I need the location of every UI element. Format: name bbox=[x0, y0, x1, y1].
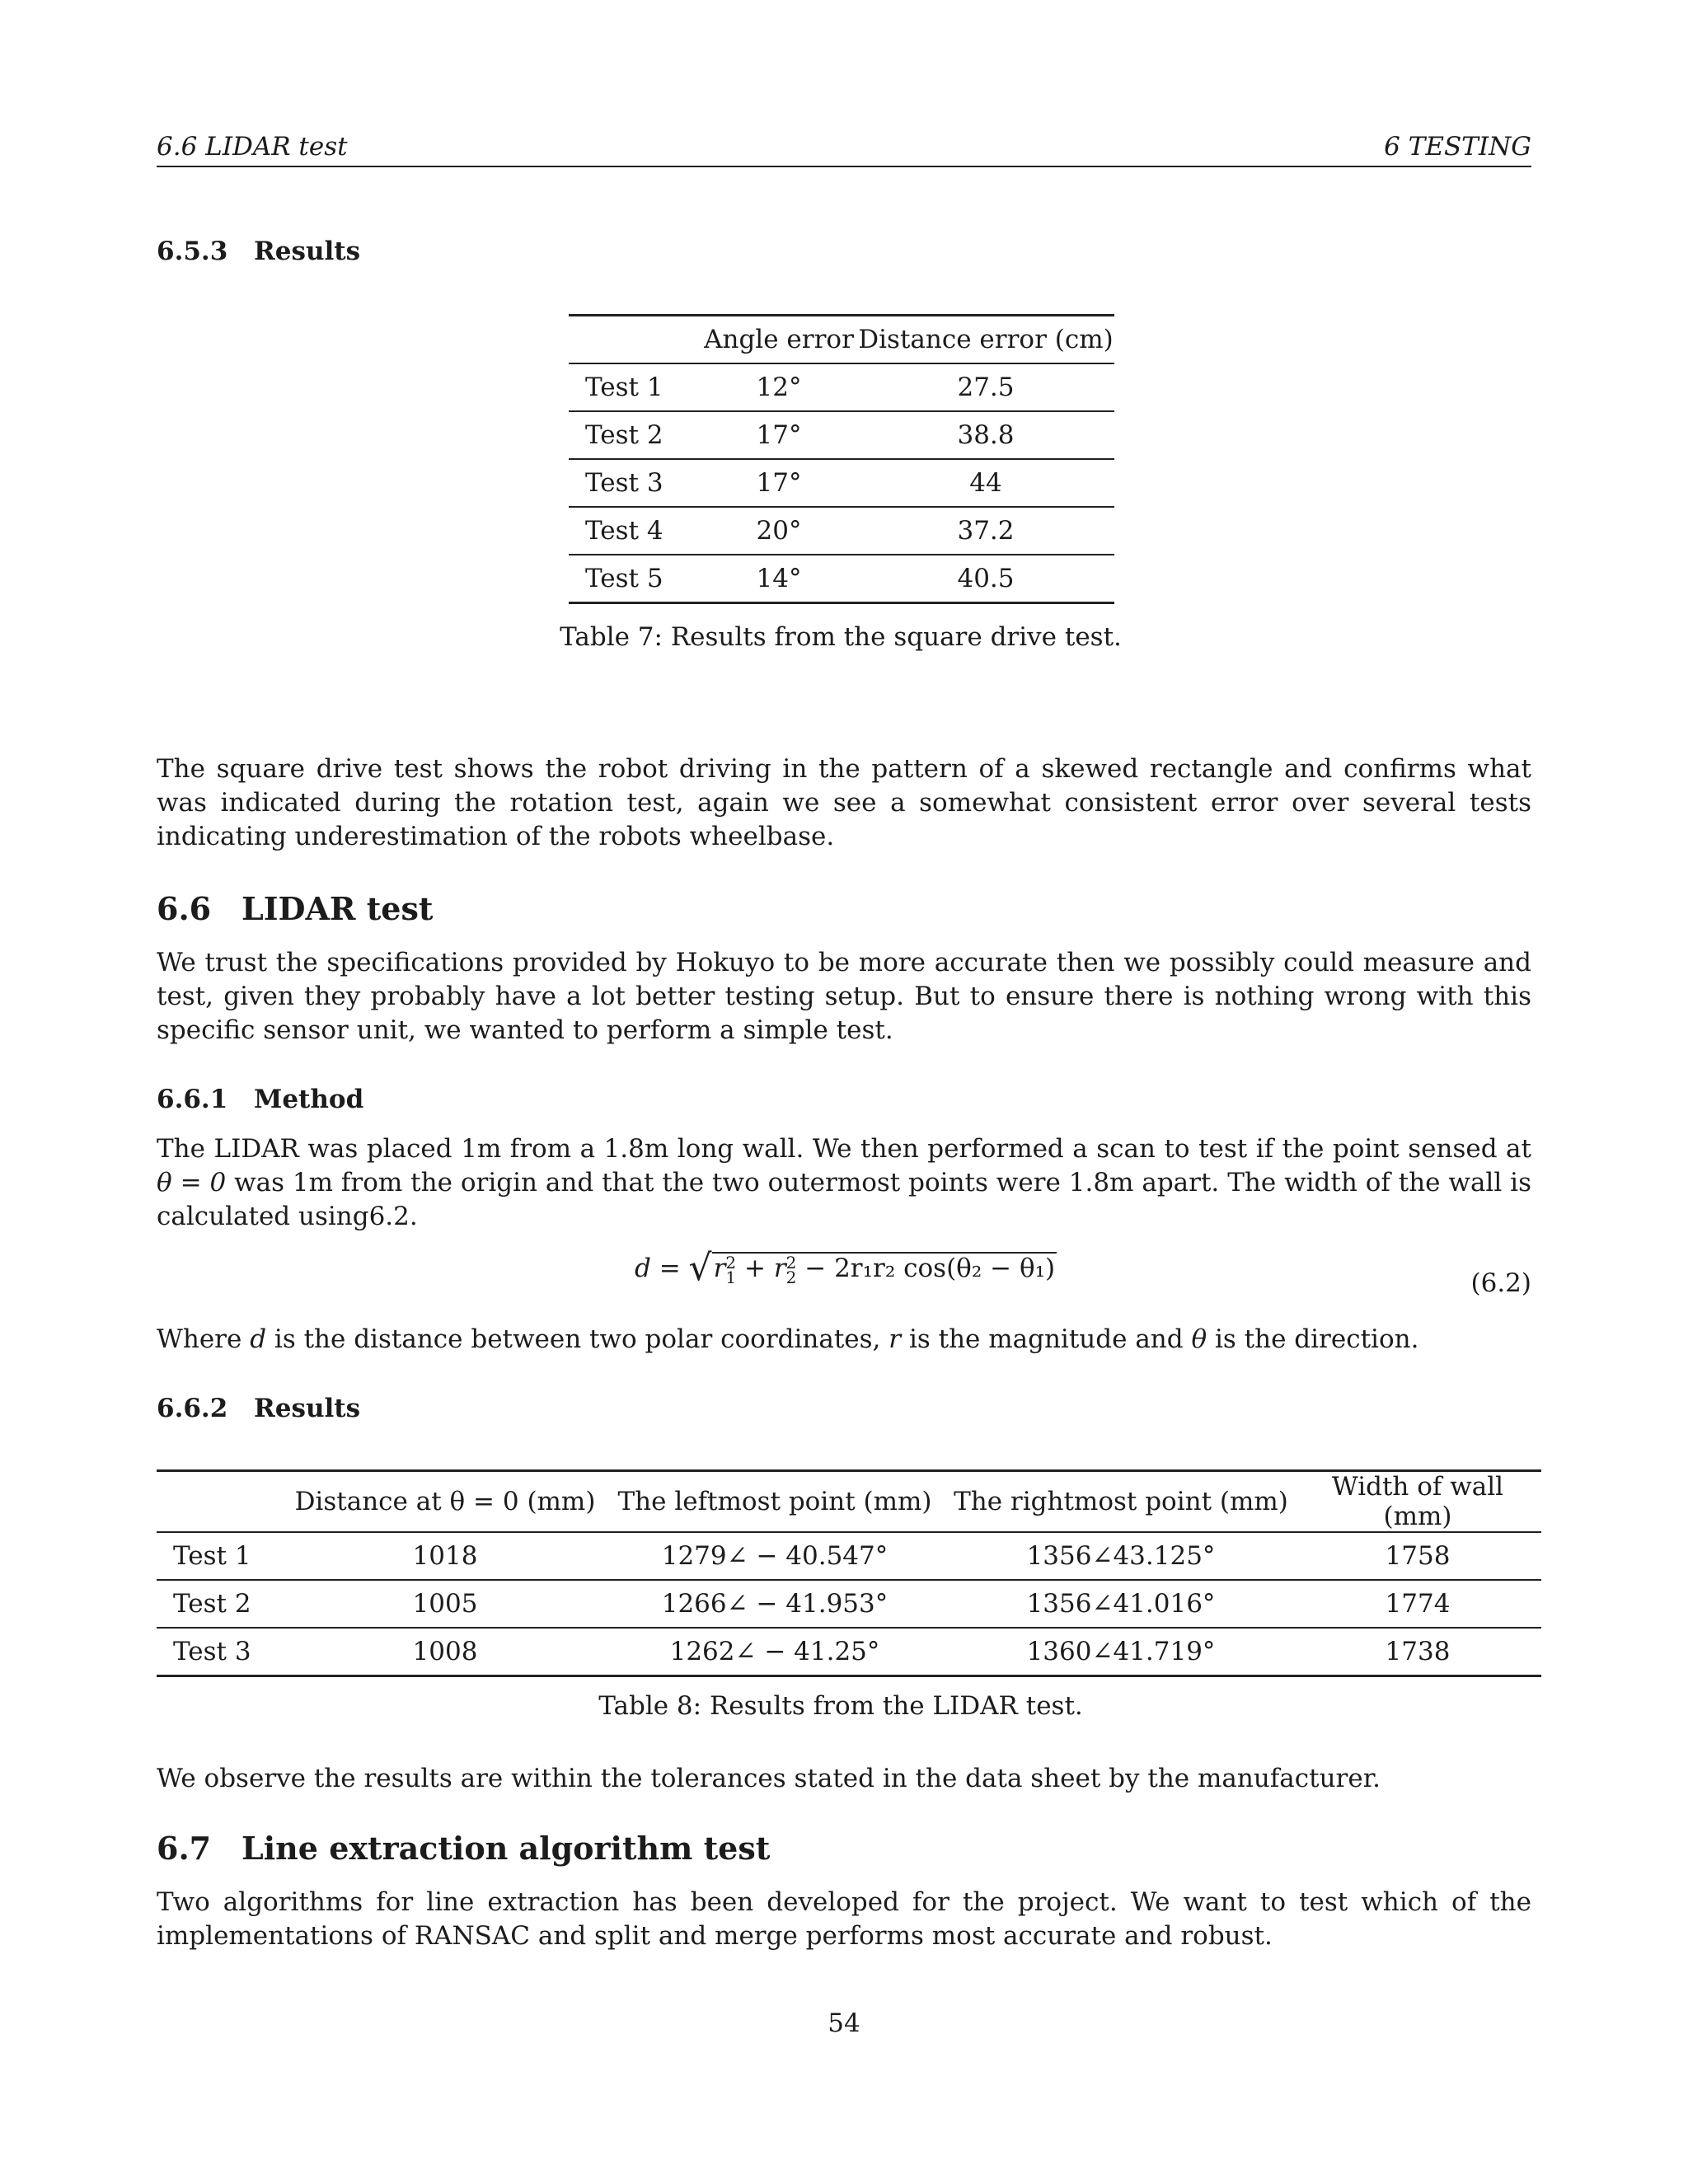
section-heading-6-6-2 bbox=[157, 1394, 360, 1423]
table-cell: 1262∠ − 41.25° bbox=[669, 1637, 880, 1666]
table-header-cell bbox=[569, 316, 701, 364]
table-header-cell bbox=[157, 1471, 288, 1533]
r1-superscript: 2 bbox=[725, 1252, 737, 1272]
r2-superscript: 2 bbox=[785, 1252, 797, 1272]
symbol-r: r bbox=[889, 1324, 902, 1354]
table-cell: 1356∠43.125° bbox=[1026, 1541, 1216, 1571]
table-header-cell: Width of wall (mm) bbox=[1331, 1472, 1504, 1531]
section-title: LIDAR test bbox=[241, 890, 434, 927]
table-caption: Table 7: Results from the square drive test. bbox=[560, 622, 1122, 652]
table-cell: Test 4 bbox=[585, 516, 663, 546]
symbol-d: d bbox=[250, 1324, 267, 1354]
symbol-theta: θ bbox=[1191, 1324, 1207, 1354]
r1-scripts bbox=[725, 1252, 737, 1287]
paragraph-line-extraction: Two algorithms for line extraction has been developed for the project. We want to test which of the implementations of RANSAC and split and merge performs most accurate and robust. bbox=[157, 1887, 1531, 1951]
table-header-cell: The rightmost point (mm) bbox=[954, 1487, 1288, 1516]
table-header-cell: Distance error (cm) bbox=[858, 325, 1114, 354]
table-cell: 1356∠41.016° bbox=[1026, 1589, 1216, 1619]
paragraph-where bbox=[157, 1323, 1531, 1357]
table-cell: 44 bbox=[969, 468, 1002, 498]
table-header-row bbox=[157, 1471, 1541, 1533]
r2-scripts bbox=[785, 1252, 797, 1287]
table-cell: Test 2 bbox=[173, 1589, 251, 1619]
equation-r2: r bbox=[773, 1254, 786, 1283]
theta-equals-zero: θ = 0 bbox=[157, 1168, 227, 1197]
table-caption: Table 8: Results from the LIDAR test. bbox=[598, 1691, 1083, 1721]
table-row bbox=[569, 459, 1114, 507]
r1-subscript: 1 bbox=[725, 1267, 737, 1287]
where-text-a: Where bbox=[157, 1324, 251, 1354]
header-rule bbox=[157, 166, 1531, 167]
section-number: 6.5.3 bbox=[157, 237, 228, 266]
table-cell: 37.2 bbox=[957, 516, 1015, 546]
page-number: 54 bbox=[828, 2008, 860, 2038]
section-number: 6.7 bbox=[157, 1830, 212, 1867]
table-row bbox=[569, 555, 1114, 603]
equation-number: (6.2) bbox=[1470, 1268, 1531, 1298]
where-text-c: is the magnitude and bbox=[901, 1324, 1192, 1354]
table-cell: 17° bbox=[756, 468, 802, 498]
running-header-left: 6.6 LIDAR test bbox=[157, 132, 348, 162]
table-cell: 1360∠41.719° bbox=[1026, 1637, 1216, 1666]
where-text-e: is the direction. bbox=[1207, 1324, 1419, 1354]
section-heading-6-6-1 bbox=[157, 1085, 363, 1114]
method-text-b: was 1m from the origin and that the two outermost points were 1.8m apart. The width of the wall is calculated using6.2. bbox=[157, 1168, 1531, 1231]
section-number: 6.6 bbox=[157, 890, 212, 927]
section-heading-6-6 bbox=[157, 890, 433, 927]
table-cell: 27.5 bbox=[957, 373, 1015, 402]
table-cell: Test 3 bbox=[585, 468, 663, 498]
table-cell: Test 3 bbox=[173, 1637, 251, 1666]
section-number: 6.6.2 bbox=[157, 1394, 228, 1423]
table-cell: 20° bbox=[756, 516, 802, 546]
table-header-row bbox=[569, 316, 1114, 364]
table-cell: 1008 bbox=[412, 1637, 478, 1666]
table-cell: 17° bbox=[756, 420, 802, 450]
section-heading-6-5-3 bbox=[157, 237, 360, 266]
equation-plus: + bbox=[736, 1254, 774, 1283]
table-header-cell: Angle error bbox=[704, 325, 854, 354]
table-cell: 1758 bbox=[1385, 1541, 1451, 1571]
paragraph-square-drive: The square drive test shows the robot driving in the pattern of a skewed rectangle and confirms what was indicated during the rotation test, again we see a somewhat consistent error over several tests indicating underestimation of the robots wheelbase. bbox=[157, 754, 1531, 851]
r2-subscript: 2 bbox=[785, 1267, 797, 1287]
section-title: Results bbox=[254, 1394, 361, 1423]
table-header-cell: The leftmost point (mm) bbox=[617, 1487, 932, 1516]
equation-6-2 bbox=[635, 1247, 1057, 1289]
paragraph-observe: We observe the results are within the tolerances stated in the data sheet by the manufacturer. bbox=[157, 1764, 1381, 1793]
table-cell: 1774 bbox=[1385, 1589, 1451, 1619]
table-cell: 12° bbox=[756, 373, 802, 402]
table-row bbox=[157, 1580, 1541, 1628]
section-heading-6-7 bbox=[157, 1830, 770, 1867]
table-cell: 40.5 bbox=[957, 564, 1015, 593]
table-cell: 1005 bbox=[412, 1589, 478, 1619]
section-title: Results bbox=[254, 237, 361, 266]
method-text-a: The LIDAR was placed 1m from a 1.8m long wall. We then performed a scan to test if the point sensed at bbox=[157, 1134, 1531, 1164]
table-cell: Test 1 bbox=[585, 373, 663, 402]
running-header-right: 6 TESTING bbox=[1384, 132, 1531, 162]
table-cell: Test 2 bbox=[585, 420, 663, 450]
sqrt-radicand bbox=[712, 1252, 1057, 1287]
table-cell: 38.8 bbox=[957, 420, 1015, 450]
paragraph-method bbox=[157, 1132, 1531, 1234]
table-row bbox=[157, 1532, 1541, 1580]
where-text-b: is the distance between two polar coordinates, bbox=[266, 1324, 889, 1354]
equation-r1: r bbox=[713, 1254, 726, 1283]
table-row bbox=[569, 507, 1114, 555]
table-row bbox=[569, 363, 1114, 411]
table-cell: 14° bbox=[756, 564, 802, 593]
section-number: 6.6.1 bbox=[157, 1085, 228, 1114]
table-cell: 1018 bbox=[412, 1541, 478, 1571]
paragraph-lidar-intro: We trust the specifications provided by Hokuyo to be more accurate then we possibly could measure and test, given they probably have a lot better testing setup. But to ensure there is nothing wrong with this specific sensor unit, we wanted to perform a simple test. bbox=[157, 948, 1531, 1045]
table-square-drive bbox=[569, 314, 1114, 604]
table-cell: 1738 bbox=[1385, 1637, 1451, 1666]
table-row bbox=[157, 1628, 1541, 1676]
table-cell: Test 1 bbox=[173, 1541, 251, 1571]
table-cell: Test 5 bbox=[585, 564, 663, 593]
table-lidar-results bbox=[157, 1469, 1541, 1677]
sqrt-sign: √ bbox=[688, 1247, 712, 1289]
table-cell: 1266∠ − 41.953° bbox=[661, 1589, 889, 1619]
section-title: Line extraction algorithm test bbox=[241, 1830, 771, 1867]
table-row bbox=[569, 411, 1114, 459]
equation-rest: − 2r₁r₂ cos(θ₂ − θ₁) bbox=[796, 1254, 1056, 1283]
equation-lhs: d = bbox=[635, 1254, 681, 1283]
table-header-cell: Distance at θ = 0 (mm) bbox=[294, 1487, 596, 1516]
table-cell: 1279∠ − 40.547° bbox=[661, 1541, 889, 1571]
section-title: Method bbox=[254, 1085, 364, 1114]
